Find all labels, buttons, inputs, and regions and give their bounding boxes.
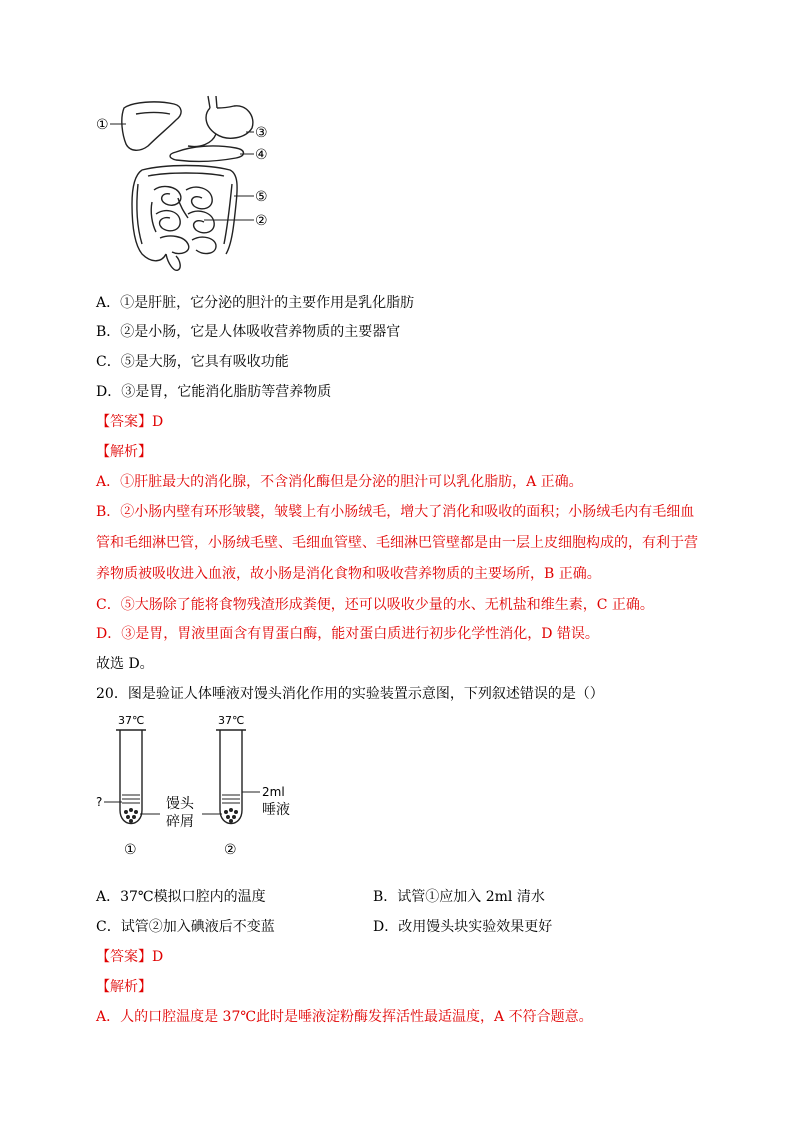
crumbs-label-1: 馒头 bbox=[166, 796, 194, 812]
q19-answer: 【答案】D bbox=[96, 414, 164, 430]
label-small-intestine: ② bbox=[255, 213, 268, 229]
q19-analysis-line: 养物质被吸收进入血液，故小肠是消化食物和吸收营养物质的主要场所，B 正确。 bbox=[96, 566, 601, 582]
q20-analysis-line: A．人的口腔温度是 37℃此时是唾液淀粉酶发挥活性最适温度，A 不符合题意。 bbox=[96, 1009, 593, 1025]
q20-option-c: C．试管②加入碘液后不变蓝 bbox=[96, 919, 275, 935]
q19-analysis-title: 【解析】 bbox=[96, 444, 152, 460]
q19-analysis-line: B．②小肠内壁有环形皱襞，皱襞上有小肠绒毛，增大了消化和吸收的面积；小肠绒毛内有毛细血 bbox=[96, 504, 695, 520]
q19-option-b: B．②是小肠，它是人体吸收营养物质的主要器官 bbox=[96, 324, 401, 340]
saliva-label-2: 唾液 bbox=[262, 802, 290, 818]
q20-answer: 【答案】D bbox=[96, 949, 164, 965]
q19-analysis-line: A．①肝脏最大的消化腺，不含消化酶但是分泌的胆汁可以乳化脂肪，A 正确。 bbox=[96, 474, 583, 490]
q20-analysis-title: 【解析】 bbox=[96, 979, 152, 995]
question-mark: ? bbox=[96, 795, 103, 809]
label-stomach: ③ bbox=[255, 125, 268, 141]
q19-analysis-line: 管和毛细淋巴管，小肠绒毛壁、毛细血管壁、毛细淋巴管壁都是由一层上皮细胞构成的，有利于营 bbox=[96, 535, 698, 551]
tube1-temp: 37℃ bbox=[118, 714, 145, 727]
tube2-number: ② bbox=[224, 842, 237, 858]
digestive-system-figure bbox=[96, 94, 286, 276]
q19-analysis-line: C．⑤大肠除了能将食物残渣形成粪便，还可以吸收少量的水、无机盐和维生素，C 正确。 bbox=[96, 597, 654, 613]
label-liver: ① bbox=[96, 117, 109, 133]
q19-option-a: A．①是肝脏，它分泌的胆汁的主要作用是乳化脂肪 bbox=[96, 295, 415, 311]
tube2-temp: 37℃ bbox=[218, 714, 245, 727]
q20-question: 20．图是验证人体唾液对馒头消化作用的实验装置示意图，下列叙述错误的是（） bbox=[96, 686, 604, 702]
q20-option-a: A．37℃模拟口腔内的温度 bbox=[96, 889, 266, 905]
label-large-intestine: ⑤ bbox=[255, 189, 268, 205]
q20-option-d: D．改用馒头块实验效果更好 bbox=[373, 919, 553, 935]
q19-option-d: D．③是胃，它能消化脂肪等营养物质 bbox=[96, 384, 332, 400]
crumbs-label-2: 碎屑 bbox=[166, 814, 194, 830]
label-pancreas: ④ bbox=[255, 147, 268, 163]
q19-option-c: C．⑤是大肠，它具有吸收功能 bbox=[96, 354, 289, 370]
test-tube-figure bbox=[96, 710, 316, 860]
q19-analysis-line: D．③是胃，胃液里面含有胃蛋白酶，能对蛋白质进行初步化学性消化，D 错误。 bbox=[96, 626, 599, 642]
tube1-number: ① bbox=[124, 842, 137, 858]
saliva-label-1: 2ml bbox=[262, 785, 285, 799]
q19-conclusion: 故选 D。 bbox=[96, 656, 154, 672]
q20-option-b: B．试管①应加入 2ml 清水 bbox=[373, 889, 545, 905]
